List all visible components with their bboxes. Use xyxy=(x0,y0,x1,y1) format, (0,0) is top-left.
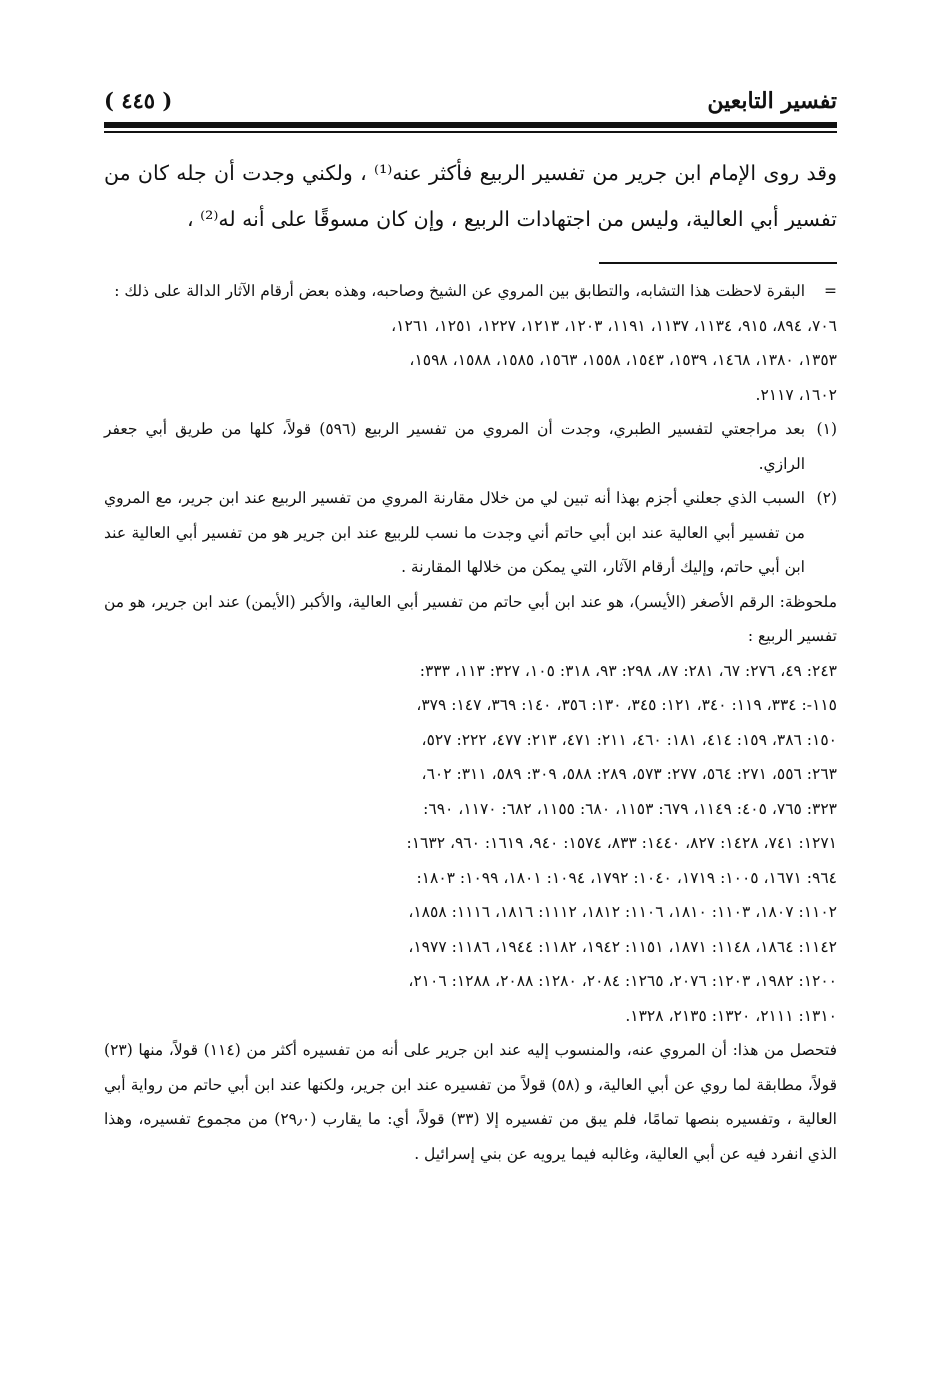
footnote-2-marker: (٢) xyxy=(816,489,837,507)
header-rule-thick xyxy=(104,122,837,128)
pair-line: ١٢٠٠: ١٩٨٢، ١٢٠٣: ٢٠٧٦، ١٢٦٥: ٢٠٨٤، ١٢٨٠: ٢٠٨٨، ١٢٨٨: ٢١٠٦، xyxy=(408,972,837,990)
footnote-2-conclusion: فتحصل من هذا: أن المروي عنه، والمنسوب إليه عند ابن جرير على أنه من تفسيره أكثر من (١١٤) قولاً، منها (٢٣) قولاً، مطابقة لما روي عن أبي العالية، و (٥٨) قولاً من تفسيره عند ابن جرير، ولكنها عند ابن أبي حاتم من رواية أبي العالية ، وتفسيره بنصها تمامًا، فلم يبق من تفسيره إلا (٣٣) قولاً، أي: ما يقارب (٢٩٫٠) من مجموع تفسيره، وهذا الذي انفرد فيه عن أبي العالية، وغالبه فيما يرويه عن بني إسرائيل . xyxy=(104,1041,837,1163)
pair-line: ١٢٧١: ٧٤١، ١٤٢٨: ٨٢٧، ١٤٤٠: ٨٣٣، ١٥٧٤: ٩٤٠، ١٦١٩: ٩٦٠، ١٦٣٢: xyxy=(406,834,837,852)
footnote-2-text: السبب الذي جعلني أجزم بهذا أنه تبين لي من خلال مقارنة المروي من تفسير الربيع عند ابن جرير، مع المروي من تفسير أبي العالية عند ابن أبي حاتم أني وجدت ما نسب للربيع عند ابن جرير هو من تفسير أبي العالية عند ابن أبي حاتم، وإليك أرقام الآثار، التي يمكن من خلالها المقارنة . xyxy=(104,489,805,576)
number-line: ٧٠٦، ٨٩٤، ٩١٥، ١١٣٤، ١١٣٧، ١١٩١، ١٢٠٣، ١٢١٣، ١٢٢٧، ١٢٥١، ١٢٦١، xyxy=(391,316,837,335)
pair-line: ١٣١٠: ٢١١١، ١٣٢٠: ٢١٣٥، ١٣٢٨. xyxy=(625,1006,837,1025)
number-line: ١٦٠٢، ٢١١٧. xyxy=(755,385,837,404)
footnote-continuation xyxy=(104,274,837,309)
running-header xyxy=(104,84,837,118)
footnote-2-note: ملحوظة: الرقم الأصغر (الأيسر)، هو عند ابن أبي حاتم من تفسير أبي العالية، والأكبر (الأيمن) عند ابن جرير، هو من تفسير الربيع : xyxy=(104,592,837,645)
pair-line: ٢٤٣: ٤٩، ٢٧٦: ٦٧، ٢٨١: ٨٧، ٢٩٨: ٩٣، ٣١٨: ١٠٥، ٣٢٧: ١١٣، ٣٣٣: xyxy=(419,661,837,680)
number-line: ١٣٥٣، ١٣٨٠، ١٤٦٨، ١٥٣٩، ١٥٤٣، ١٥٥٨، ١٥٦٣، ١٥٨٥، ١٥٨٨، ١٥٩٨، xyxy=(409,351,837,369)
page-number: ( ٤٤٥ ) xyxy=(104,88,173,113)
main-text xyxy=(104,150,837,242)
header-rule-thin xyxy=(104,131,837,133)
pair-line: ١١٠٢: ١٨٠٧، ١١٠٣: ١٨١٠، ١١٠٦: ١٨١٢، ١١١٢: ١٨١٦، ١١١٦: ١٨٥٨، xyxy=(408,903,837,921)
footnote-continuation-text: البقرة لاحظت هذا التشابه، والتطابق بين المروي عن الشيخ وصاحبه، وهذه بعض أرقام الآثار الدالة على ذلك : xyxy=(114,282,805,300)
pair-line: ١٥٠: ٣٨٦، ١٥٩: ٤١٤، ١٨١: ٤٦٠، ٢١١: ٤٧١، ٢١٣: ٤٧٧، ٢٢٢: ٥٢٧، xyxy=(421,730,837,749)
footnote-separator xyxy=(599,262,837,264)
pair-line: ١١٥-: ٣٣٤، ١١٩: ٣٤٠، ١٢١: ٣٤٥، ١٣٠: ٣٥٦، ١٤٠: ٣٦٩، ١٤٧: ٣٧٩، xyxy=(416,696,837,714)
pair-line: ٢٦٣: ٥٥٦، ٢٧١: ٥٦٤، ٢٧٧: ٥٧٣، ٢٨٩: ٥٨٨، ٣٠٩: ٥٨٩، ٣١١: ٦٠٢، xyxy=(421,765,837,783)
book-title: تفسير التابعين xyxy=(707,88,837,114)
footnote-1-marker: (١) xyxy=(816,420,837,438)
pair-line: ٣٢٣: ٧٦٥، ٤٠٥: ١١٤٩، ٦٧٩: ١١٥٣، ٦٨٠: ١١٥٥، ٦٨٢: ١١٧٠، ٦٩٠: xyxy=(423,799,837,818)
footnotes xyxy=(104,274,837,1171)
footnote-1 xyxy=(104,412,837,481)
main-paragraph: وقد روى الإمام ابن جرير من تفسير الربيع فأكثر عنه⁽¹⁾ ، ولكني وجدت أن جله كان من تفسير أبي العالية، وليس من اجتهادات الربيع ، وإن كان مسوقًا على أنه له⁽²⁾ ، xyxy=(104,161,837,231)
footnote-2 xyxy=(104,481,837,585)
pair-line: ١١٤٢: ١٨٦٤، ١١٤٨: ١٨٧١، ١١٥١: ١٩٤٢، ١١٨٢: ١٩٤٤، ١١٨٦: ١٩٧٧، xyxy=(408,937,837,956)
footnote-1-text: بعد مراجعتي لتفسير الطبري، وجدت أن المروي من تفسير الربيع (٥٩٦) قولاً، كلها من طريق أبي جعفر الرازي. xyxy=(104,420,806,473)
footnote-continuation-marker: = xyxy=(824,282,837,300)
pair-line: ٩٦٤: ١٦٧١، ١٠٠٥: ١٧١٩، ١٠٤٠: ١٧٩٢، ١٠٩٤: ١٨٠١، ١٠٩٩: ١٨٠٣: xyxy=(416,868,837,887)
